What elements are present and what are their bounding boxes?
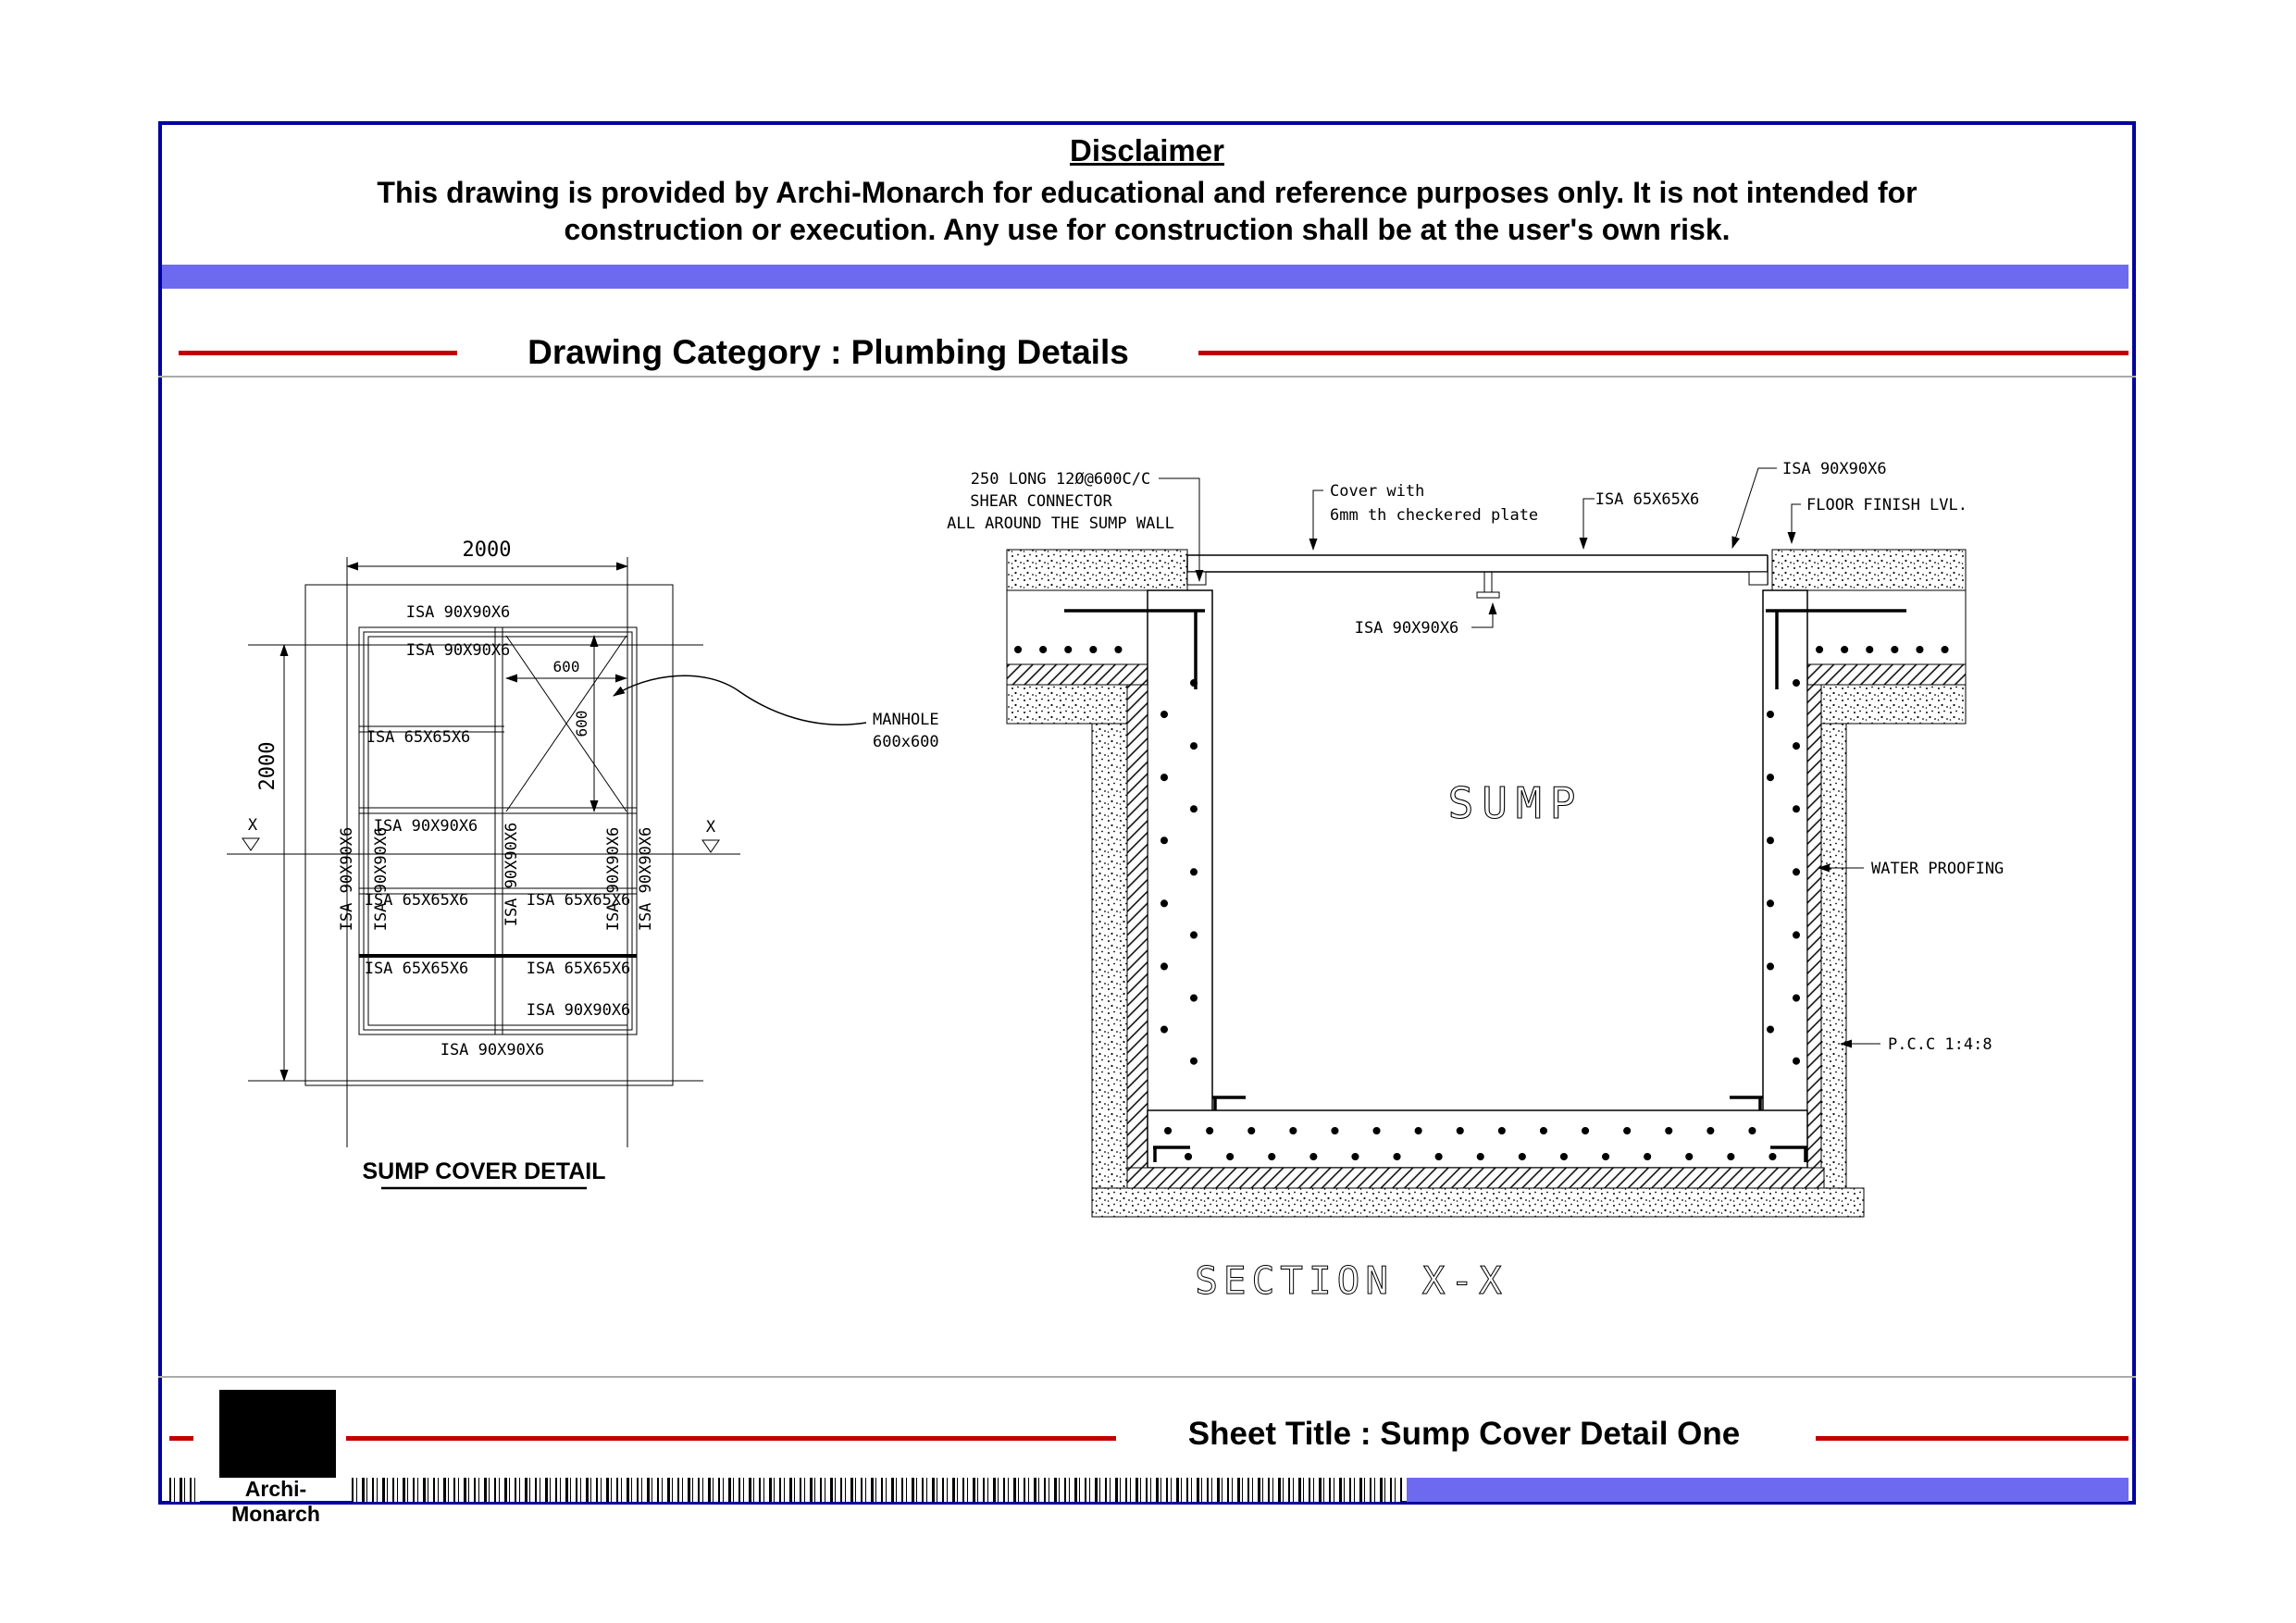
disclaimer-line-1: This drawing is provided by Archi-Monarch for educational and reference purposes only. It is not intended for	[377, 176, 1917, 209]
cover-note-1: Cover with	[1330, 482, 1425, 501]
manhole-leader	[614, 675, 866, 725]
section-x-x-drawing	[947, 460, 2004, 1303]
plan-label-isa65: ISA 65X65X6	[366, 728, 471, 747]
sump-cover-plan	[227, 539, 939, 1188]
section-marker-left: X	[247, 816, 258, 835]
pcc-label: P.C.C 1:4:8	[1888, 1035, 1992, 1054]
plan-label-isa65: ISA 65X65X6	[526, 960, 631, 978]
disclaimer-line-2: construction or execution. Any use for construction shall be at the user's own risk.	[564, 213, 1731, 246]
plan-label-isa65: ISA 65X65X6	[364, 891, 469, 910]
waterproofing-label: WATER PROOFING	[1871, 860, 2004, 878]
plan-title: SUMP COVER DETAIL	[362, 1158, 606, 1184]
category-title: Drawing Category : Plumbing Details	[527, 333, 1129, 371]
shear-note-2: SHEAR CONNECTOR	[970, 492, 1112, 511]
section-label-isa90-top: ISA 90X90X6	[1782, 460, 1887, 478]
plan-label-isa90: ISA 90X90X6	[440, 1041, 545, 1059]
plan-label-isa90: ISA 90X90X6	[373, 817, 478, 836]
sheet-rule-left	[346, 1436, 1116, 1441]
manhole-note-1: MANHOLE	[873, 711, 939, 729]
manhole-dim-h: 600	[573, 710, 590, 737]
sump-room-label: SUMP	[1447, 778, 1584, 828]
plan-label-isa90-rot: ISA 90X90X6	[503, 822, 521, 927]
plan-label-isa90: ISA 90X90X6	[405, 641, 511, 660]
sump-wall-right	[1763, 590, 1807, 1168]
waterproofing-under-slab-left	[1007, 664, 1148, 685]
ground-slab-right	[1807, 590, 1966, 664]
brand-label: Archi-Monarch	[231, 1477, 320, 1526]
section-label-isa65: ISA 65X65X6	[1595, 490, 1700, 509]
cover-plate	[1187, 555, 1768, 598]
shear-note-3: ALL AROUND THE SUMP WALL	[947, 514, 1174, 533]
disclaimer-title: Disclaimer	[1070, 133, 1224, 167]
cover-note-2: 6mm th checkered plate	[1330, 506, 1539, 525]
barcode-long	[352, 1478, 1402, 1502]
sheet-rule-dash	[169, 1436, 193, 1441]
sump-wall-left	[1148, 590, 1212, 1168]
pcc-base	[1092, 1188, 1864, 1217]
plan-label-isa90: ISA 90X90X6	[526, 1001, 631, 1020]
pcc-under-slab-left	[1007, 685, 1127, 724]
footer-divider	[158, 1376, 2136, 1378]
pcc-wall-right	[1821, 724, 1846, 1188]
pcc-under-slab-right	[1821, 685, 1966, 724]
plan-label-isa90-rot: ISA 90X90X6	[637, 826, 655, 932]
sheet-rule-right	[1816, 1436, 2128, 1441]
floor-finish-left	[1007, 550, 1187, 590]
plan-label-isa90: ISA 90X90X6	[405, 603, 511, 622]
waterproofing-under-slab-right	[1807, 664, 1966, 685]
plan-label-isa90-rot: ISA 90X90X6	[338, 826, 356, 932]
floor-finish-label: FLOOR FINISH LVL.	[1806, 496, 1967, 514]
manhole-dim-w: 600	[552, 658, 580, 675]
plan-dim-top: 2000	[462, 539, 512, 562]
plan-label-isa90-rot: ISA 90X90X6	[604, 826, 623, 932]
plan-label-isa90-rot: ISA 90X90X6	[372, 826, 391, 932]
waterproofing-base	[1127, 1168, 1824, 1188]
pcc-wall-left	[1092, 724, 1127, 1188]
archi-monarch-logo	[219, 1390, 336, 1478]
base-slab	[1148, 1110, 1807, 1168]
footer-accent-bar	[1407, 1478, 2128, 1502]
floor-finish-right	[1772, 550, 1966, 590]
plan-label-isa65: ISA 65X65X6	[364, 960, 469, 978]
shear-note-1: 250 LONG 12Ø@600C/C	[970, 470, 1151, 489]
plan-label-isa65: ISA 65X65X6	[526, 891, 631, 910]
ground-slab-left	[1007, 590, 1148, 664]
waterproofing-wall-left	[1127, 685, 1148, 1168]
barcode-small	[169, 1478, 200, 1502]
waterproofing-wall-right	[1807, 685, 1821, 1168]
plan-dim-left: 2000	[256, 741, 279, 791]
section-marker-right: X	[705, 818, 716, 836]
sheet-title: Sheet Title : Sump Cover Detail One	[1187, 1416, 1741, 1452]
section-title: SECTION X-X	[1195, 1258, 1508, 1303]
section-label-isa90-mid: ISA 90X90X6	[1354, 619, 1459, 638]
manhole-note-2: 600x600	[873, 733, 939, 751]
